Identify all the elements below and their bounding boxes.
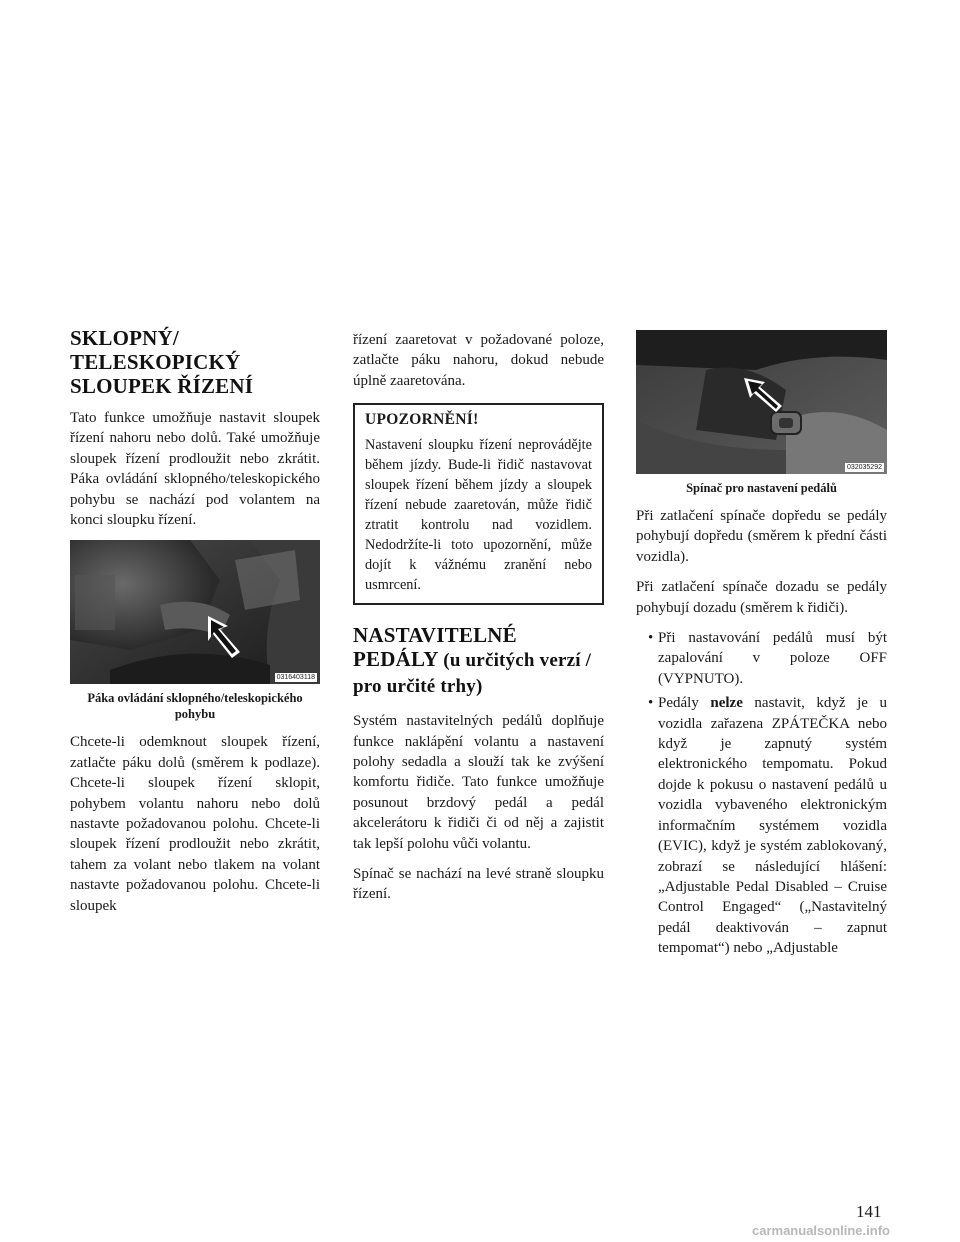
figure-code: 032035292 [846,464,882,471]
pedals-bullet-list [636,628,887,959]
section-heading-pedals: NASTAVITELNÉ PEDÁLY (u určitých verzí / pro určité trhy) [353,623,592,698]
pedals-paragraph-1: Systém nastavitelných pedálů doplňuje funkce naklápění volantu a nastavení polohy sedadla a slouží tak ke zvýšení komfortu řidiče. Tato funkce umožňuje posunout brzdový pedál a pedál akcelerátoru k řidiči či od něj a zajistit tak lepší polohu vůči volantu. [353,713,604,852]
list-item: • Pedály nelze nastavit, když je u vozidla zařazena ZPÁTEČKA nebo když je zapnutý systém elektronického tempomatu. Pokud dojde k pokusu o nastavení pedálů u vozidla vybaveného elektronickým informačním systémem vozidla (EVIC), když je systém zablokovaný, zobrazí se následující hlášení: „Adjustable Pedal Disabled – Cruise Control Engaged“ („Nastavitelný pedál deaktivován – zapnut tempomat“) nebo „Adjustable [648,695,888,957]
column-left [70,326,320,926]
column-middle [353,330,604,915]
list-item: • Při nastavování pedálů musí být zapalování v poloze OFF (VYPNUTO). [648,630,887,687]
page-number: 141 [856,1202,882,1221]
pedal-switch-photo [636,330,887,474]
steering-body-continued: řízení zaaretovat v požadované poloze, zatlačte páku nahoru, dokud nebude úplně zaaretována. [353,332,604,389]
watermark: carmanualsonline.info [752,1223,890,1238]
section-heading-steering-column: SKLOPNÝ/ TELESKOPICKÝ SLOUPEK ŘÍZENÍ [70,326,254,398]
pedals-paragraph-4: Při zatlačení spínače dozadu se pedály pohybují dozadu (směrem k řidiči). [636,579,887,616]
column-right [636,330,887,963]
warning-text: Nastavení sloupku řízení neprovádějte během jízdy. Bude-li řidič nastavovat sloupek řízení během jízdy a sloupek řízení nebude zaaretován, může řidič ztratit kontrolu nad vozidlem. Nedodržíte-li toto upozornění, může dojít k vážnému zranění nebo usmrcení. [365,437,592,594]
pedals-paragraph-2: Spínač se nachází na levé straně sloupku řízení. [353,866,604,903]
steering-intro-paragraph: Tato funkce umožňuje nastavit sloupek řízení nahoru nebo dolů. Také umožňuje sloupek řízení prodloužit nebo zkrátit. Páka ovládání sklopného/teleskopického pohybu se nachází pod volantem na konci sloupku řízení. [70,410,320,529]
pedals-paragraph-3: Při zatlačení spínače dopředu se pedály pohybují dopředu (směrem k přední části vozidla). [636,508,887,565]
steering-body-paragraph: Chcete-li odemknout sloupek řízení, zatlačte páku dolů (směrem k podlaze). Chcete-li sloupek řízení sklopit, pohybem volantu nahoru nebo dolů nastavte požadovanou polohu. Chcete-li sloupek řízení prodloužit nebo zkrátit, tahem za volant nebo tlakem na volant nastavte požadovanou polohu. Chcete-li sloupek [70,734,320,914]
figure-caption: Spínač pro nastavení pedálů [686,481,837,495]
tilt-lever-photo [70,540,320,684]
figure-code: 0316403118 [276,674,315,682]
figure-caption: Páka ovládání sklopného/teleskopického pohybu [87,691,303,722]
warning-box [353,403,604,605]
warning-title: UPOZORNĚNÍ! [365,411,479,429]
